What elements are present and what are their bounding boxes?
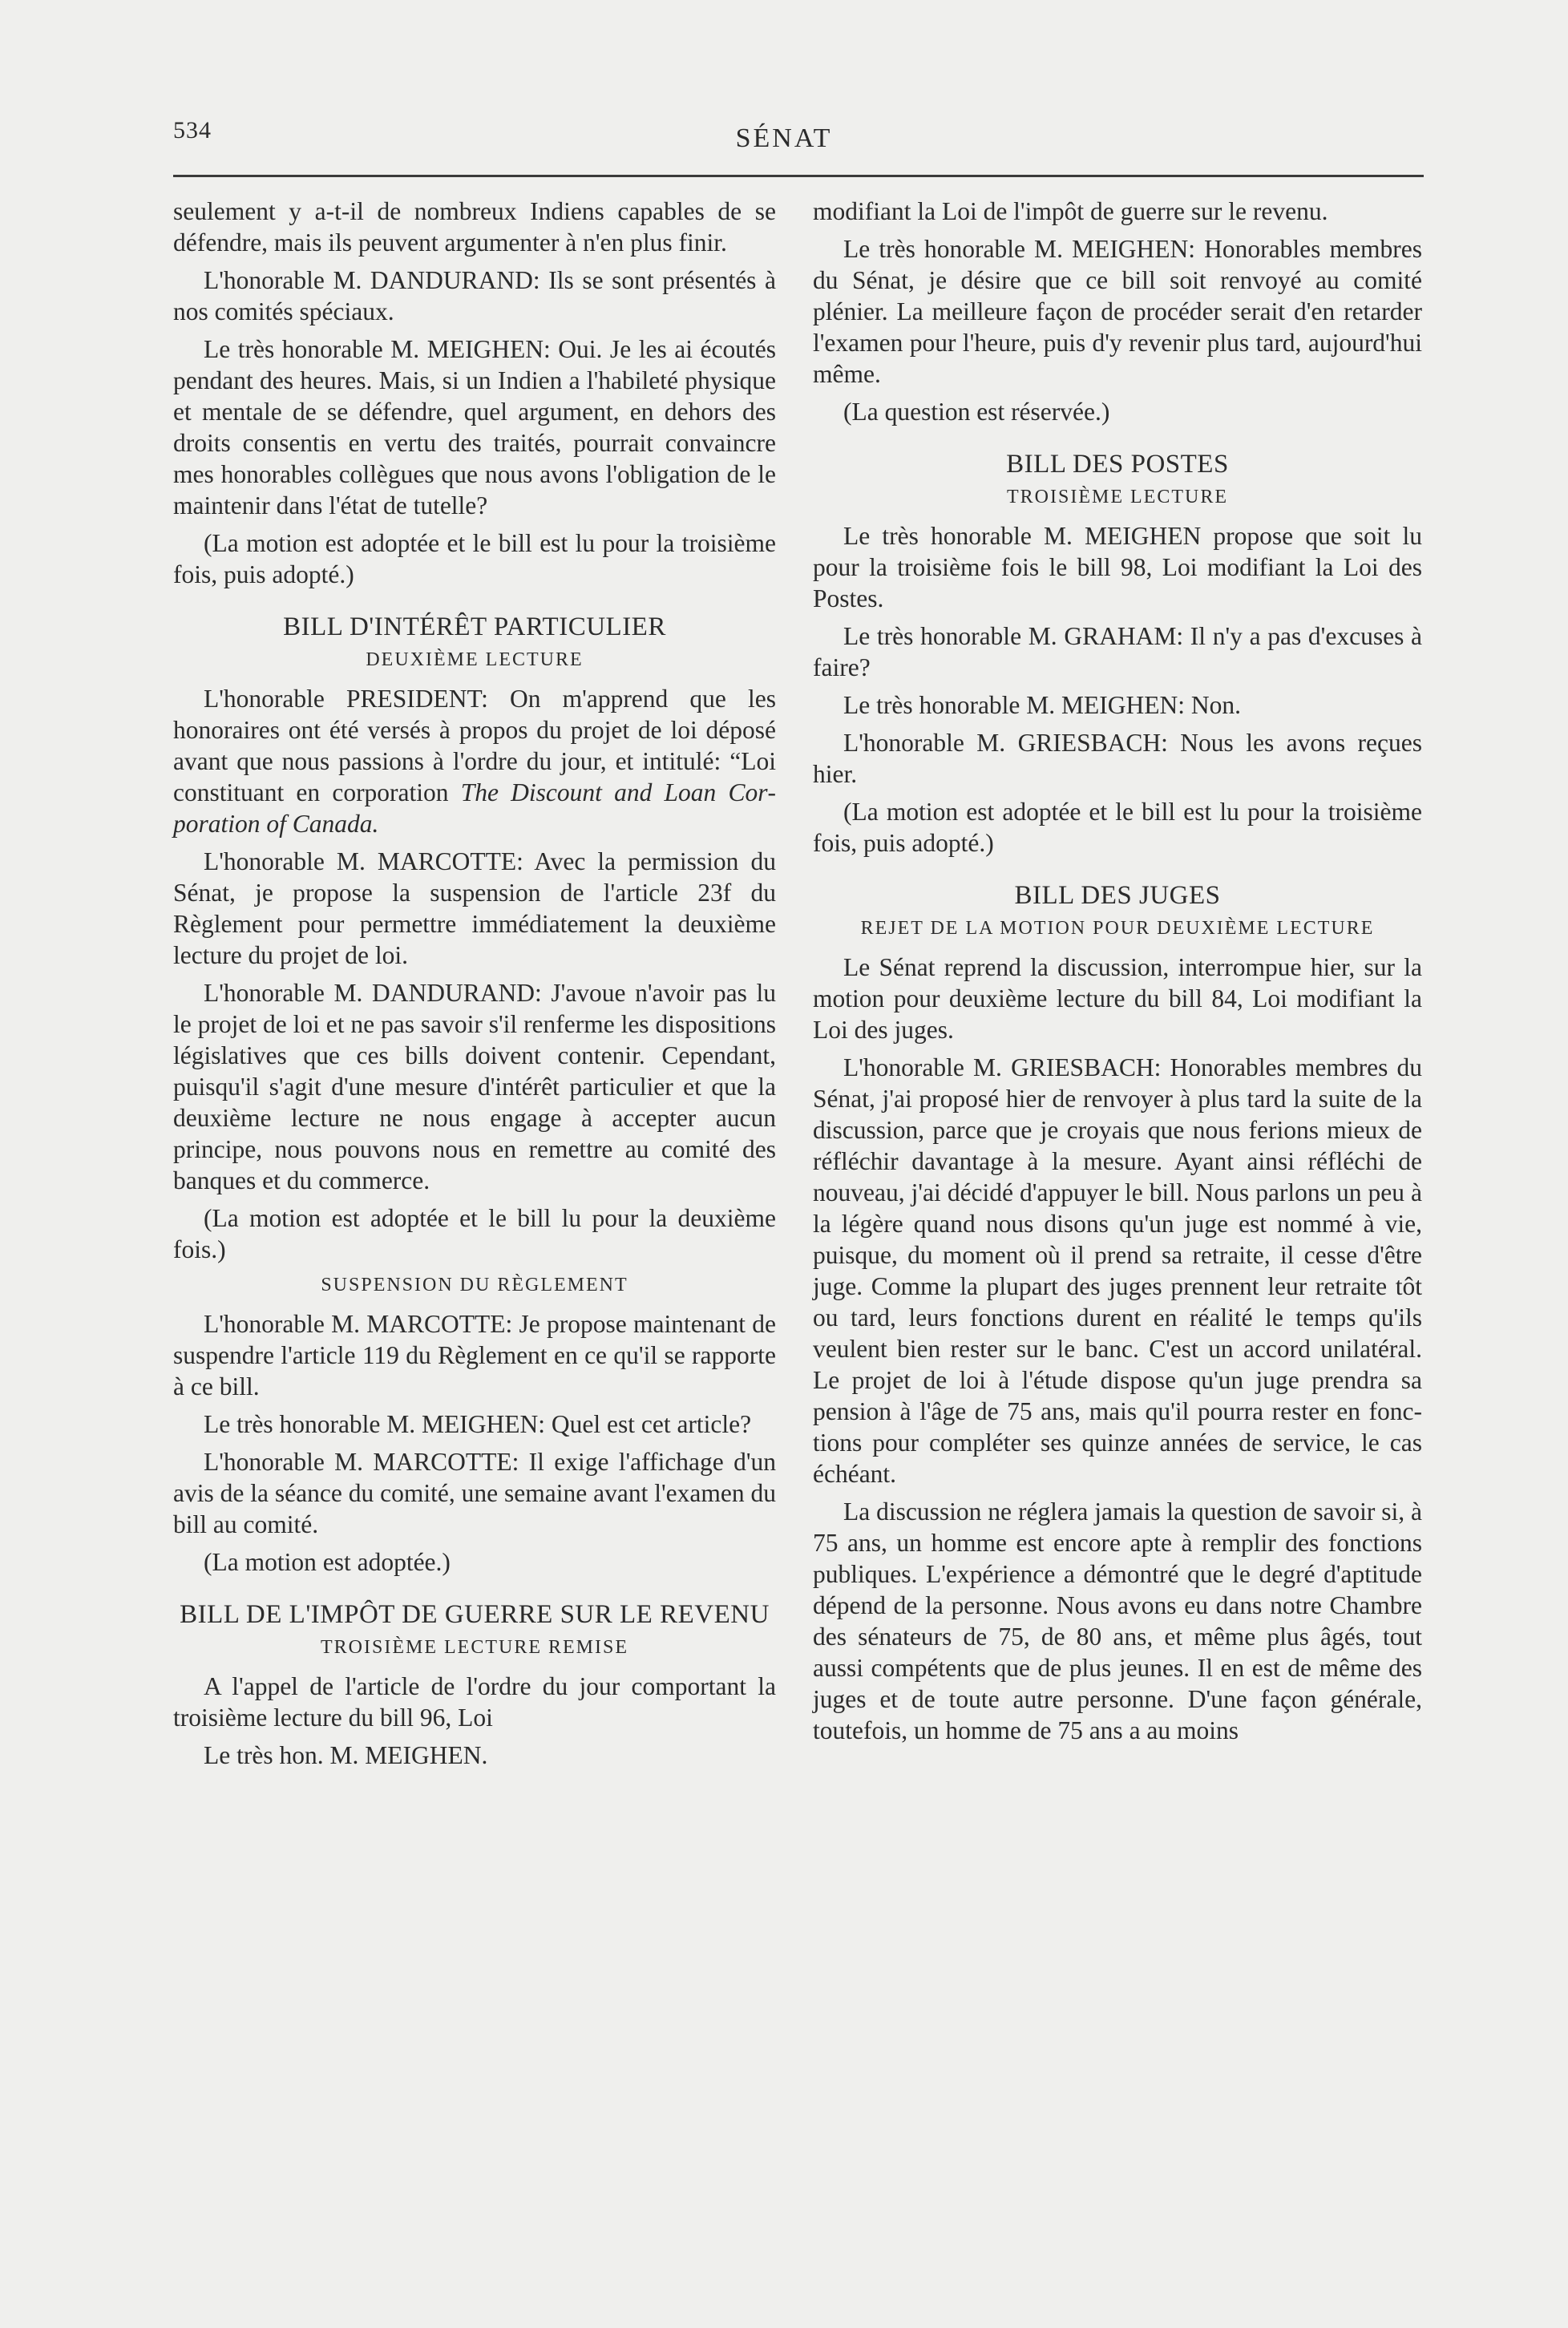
paragraph: (La question est réservée.) bbox=[843, 398, 1110, 426]
paragraph: Le très honorable M. MEIGHEN: Honorables membres du Sénat, je désire que ce bill soit renvoyé au comité plénier. La meilleure façon de procéder serait d'en retarder l'examen pour l'heure, puis d'y revenir plus tard, aujourd'hui même. bbox=[813, 235, 1422, 388]
paragraph: L'honorable M. DANDURAND: Ils se sont présentés à nos comités spéciaux. bbox=[173, 266, 776, 325]
paragraph: Le Sénat reprend la discussion, interrompue hier, sur la motion pour deuxième lecture du bill 84, Loi modifiant la Loi des juges. bbox=[813, 953, 1422, 1044]
paragraph: modifiant la Loi de l'impôt de guerre sur le revenu. bbox=[813, 197, 1328, 225]
paragraph: A l'appel de l'article de l'ordre du jour comportant la troisième lecture du bill 96, Loi bbox=[173, 1672, 776, 1732]
paragraph: Le très honorable M. MEIGHEN: Oui. Je les ai écoutés pendant des heures. Mais, si un Indien a l'habileté physique et mentale de se défendre, quel argument, en dehors des droits consentis en vertu des traités, pourrait convaincre mes honorables collègues que nous avons l'obligation de le maintenir dans l'état de tutelle? bbox=[173, 335, 776, 519]
section-heading: BILL D'INTÉRÊT PARTICULIER bbox=[283, 612, 666, 641]
paragraph-text: L'honorable PRESIDENT: On m'apprend que les honoraires ont été versés à propos du projet de loi déposé avant que nous passions à l'ordre du jour, et intitulé: “Loi constituant en corporation bbox=[173, 685, 776, 806]
section-subheading: TROISIÈME LECTURE bbox=[1007, 487, 1228, 507]
header-rule bbox=[173, 175, 1424, 177]
paragraph: L'honorable M. MARCOTTE: Avec la permission du Sénat, je propose la suspension de l'article 23f du Règlement pour permettre immédiatement la deuxième lecture du projet de loi. bbox=[173, 847, 776, 969]
italic-title: The Discount and Loan Corporation of Canada. bbox=[173, 778, 776, 838]
paragraph: (La motion est adoptée et le bill est lu pour la troisième fois, puis adopté.) bbox=[173, 529, 776, 588]
paragraph: seulement y a-t-il de nombreux Indiens capables de se défendre, mais ils peuvent argumenter à n'en plus finir. bbox=[173, 197, 776, 257]
section-heading: BILL DES JUGES bbox=[1014, 881, 1221, 910]
paragraph: (La motion est adoptée.) bbox=[204, 1548, 451, 1576]
running-head: SÉNAT bbox=[735, 123, 833, 153]
section-subheading: REJET DE LA MOTION POUR DEUXIÈME LECTURE bbox=[860, 918, 1375, 939]
column-footer: Le très hon. M. MEIGHEN. bbox=[204, 1741, 488, 1769]
paragraph: Le très honorable M. MEIGHEN propose que soit lu pour la troisième fois le bill 98, Loi modifiant la Loi des Postes. bbox=[813, 522, 1422, 612]
section-subheading: TROISIÈME LECTURE REMISE bbox=[321, 1637, 628, 1658]
paragraph: L'honorable M. MARCOTTE: Je propose maintenant de suspendre l'article 119 du Règlement en ce qu'il se rapporte à ce bill. bbox=[173, 1310, 776, 1400]
paragraph: (La motion est adoptée et le bill lu pour la deuxième fois.) bbox=[173, 1204, 776, 1263]
section-subheading: SUSPENSION DU RÈGLEMENT bbox=[321, 1275, 628, 1295]
left-column bbox=[173, 196, 776, 1771]
paragraph: (La motion est adoptée et le bill est lu pour la troisième fois, puis adopté.) bbox=[813, 798, 1422, 857]
paragraph bbox=[173, 683, 776, 839]
paragraph: L'honorable M. GRIESBACH: Nous les avons reçues hier. bbox=[813, 729, 1422, 788]
paragraph: L'honorable M. MARCOTTE: Il exige l'affichage d'un avis de la séance du comité, une semaine avant l'examen du bill au comité. bbox=[173, 1448, 776, 1538]
section-heading: BILL DE L'IMPÔT DE GUERRE SUR LE REVENU bbox=[180, 1600, 770, 1629]
section-subheading: DEUXIÈME LECTURE bbox=[366, 649, 584, 670]
section-heading: BILL DES POSTES bbox=[1006, 450, 1229, 479]
right-column bbox=[813, 196, 1422, 1752]
paragraph: Le très honorable M. MEIGHEN: Non. bbox=[843, 691, 1242, 719]
paragraph: L'honorable M. GRIESBACH: Honorables membres du Sénat, j'ai proposé hier de renvoyer à plus tard la suite de la discussion, parce que je croyais que nous ferions mieux de réfléchir davantage à la mesure. Ayant ainsi réfléchi de nouveau, j'ai décidé d'appuyer le bill. Nous parlons un peu à la légère quand nous disons qu'un juge est nommé à vie, puisque, du moment où il prend sa retraite, il cesse d'être juge. Comme la plupart des juges prennent leur retraite tôt ou tard, leurs fonctions durent en réalité le temps qu'ils veulent bien rester sur le banc. C'est un accord unilatéral. Le projet de loi à l'étude dispose qu'un juge prendra sa pension à l'âge de 75 ans, mais qu'il pourra rester en fonctions pour compléter ses quinze années de service, le cas échéant. bbox=[813, 1053, 1422, 1488]
page-number: 534 bbox=[173, 117, 212, 143]
paragraph: La discussion ne réglera jamais la question de savoir si, à 75 ans, un homme est encore apte à remplir des fonctions publiques. L'expérience a démontré que le degré d'aptitude dépend de la personne. Nous avons eu dans notre Chambre des sénateurs de 75, de 80 ans, et même plus âgés, tout aussi compétents que de plus jeunes. Il en est de même des juges et de toute autre personne. D'une façon générale, toutefois, un homme de 75 ans a au moins bbox=[813, 1497, 1422, 1744]
paragraph: Le très honorable M. MEIGHEN: Quel est cet article? bbox=[204, 1410, 752, 1438]
paragraph: L'honorable M. DANDURAND: J'avoue n'avoir pas lu le projet de loi et ne pas savoir s'il renferme les dispositions législatives que ces bills doivent contenir. Cependant, puisqu'il s'agit d'une mesure d'intérêt particulier et que la deuxième lecture ne nous engage à accepter aucun principe, nous pouvons nous en remettre au comité des banques et du commerce. bbox=[173, 979, 776, 1194]
paragraph: Le très honorable M. GRAHAM: Il n'y a pas d'excuses à faire? bbox=[813, 622, 1422, 681]
